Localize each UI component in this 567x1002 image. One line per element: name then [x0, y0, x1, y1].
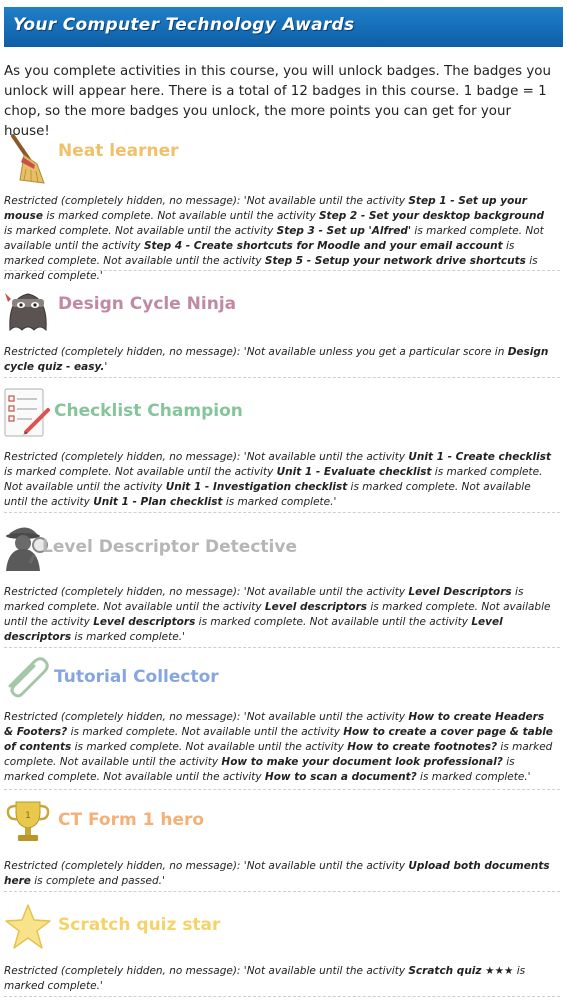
badge-restriction: Restricted (completely hidden, no message): 'Not available until the activity Unit 1 - Create checklist is marked complete. Not available until the activity Unit 1 - Evaluate checklist is marked complete. Not available until the activity Unit 1 - Investigation checklist is marked complete. Not available until the activity Unit 1 - Plan checklist is marked complete.'	[4, 451, 552, 508]
paperclip-icon	[4, 652, 52, 700]
page-header	[4, 7, 563, 47]
badge-title: Level Descriptor Detective	[42, 537, 297, 557]
badge-title: Design Cycle Ninja	[58, 294, 237, 314]
badge-divider	[4, 270, 560, 271]
badge-title: Neat learner	[58, 141, 179, 161]
svg-text:1: 1	[25, 811, 31, 821]
checklist-icon	[4, 388, 52, 436]
badge-restriction: Restricted (completely hidden, no message): 'Not available until the activity Level Descriptors is marked complete. Not available until the activity Level descriptors is marked complete. Not available until the activity Level descriptors is marked complete. Not available until the activity Level descriptors is marked complete.'	[4, 586, 551, 643]
trophy-icon	[4, 798, 52, 846]
badge-divider	[4, 512, 560, 513]
intro-text: As you complete activities in this course, you will unlock badges. The badges you unlock will appear here. There is a total of 12 badges in this course. 1 badge = 1 chop, so the more badges you unlock, the more points you can get for your house!	[4, 64, 551, 139]
badge-divider	[4, 996, 560, 997]
badge-restriction: Restricted (completely hidden, no message): 'Not available until the activity Upload both documents here is complete and passed.'	[4, 860, 550, 887]
badge-restriction: Restricted (completely hidden, no message): 'Not available unless you get a particular score in Design cycle quiz - easy.'	[4, 346, 549, 373]
badge-restriction: Restricted (completely hidden, no message): 'Not available until the activity Step 1 - Set up your mouse is marked complete. Not available until the activity Step 2 - Set your desktop background is marked complete. Not available until the activity Step 3 - Set up 'Alfred' is marked complete. Not available until the activity Step 4 - Create shortcuts for Moodle and your email account is marked complete. Not available until the activity Step 5 - Setup your network drive shortcuts is marked complete.'	[4, 195, 545, 282]
badge-divider	[4, 647, 560, 648]
badge-divider	[4, 789, 560, 790]
badge-title: CT Form 1 hero	[58, 810, 205, 830]
ninja-icon	[4, 284, 52, 332]
badge-title: Checklist Champion	[54, 401, 243, 421]
badge-title: Scratch quiz star	[58, 915, 221, 935]
badge-title: Tutorial Collector	[54, 667, 219, 687]
badge-restriction: Restricted (completely hidden, no message): 'Not available until the activity Scratch quiz ★★★ is marked complete.'	[4, 965, 526, 992]
broom-icon	[4, 133, 52, 181]
badge-restriction: Restricted (completely hidden, no message): 'Not available until the activity How to create Headers & Footers? is marked complete. Not available until the activity How to create a cover page & table of contents is marked complete. Not available until the activity How to create footnotes? is marked complete. Not available until the activity How to make your document look professional? is marked complete. Not available until the activity How to scan a document? is marked complete.'	[4, 711, 553, 783]
star-icon	[4, 903, 52, 951]
badge-divider	[4, 891, 560, 892]
badge-divider	[4, 377, 560, 378]
page-title: Your Computer Technology Awards	[13, 15, 355, 35]
